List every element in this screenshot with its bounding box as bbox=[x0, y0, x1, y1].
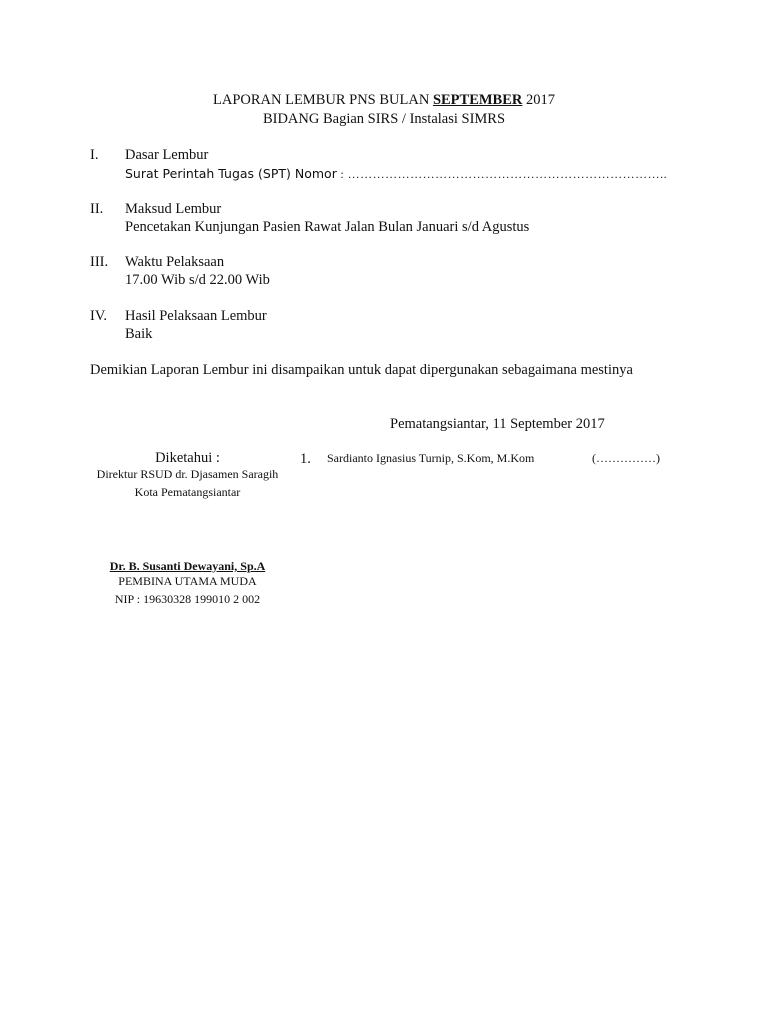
section-detail: Baik bbox=[125, 326, 153, 342]
spt-label: Surat Perintah Tugas (SPT) Nomor bbox=[125, 166, 337, 181]
title-year: 2017 bbox=[522, 92, 555, 108]
section-number: III. bbox=[90, 254, 109, 270]
section-number: II. bbox=[90, 201, 104, 217]
section-number: I. bbox=[90, 147, 99, 163]
section-detail: Pencetakan Kunjungan Pasien Rawat Jalan Bulan Januari s/d Agustus bbox=[125, 219, 530, 235]
approver-position: Direktur RSUD dr. Djasamen Saragih bbox=[96, 467, 279, 481]
section-detail: 17.00 Wib s/d 22.00 Wib bbox=[125, 272, 270, 288]
approver-rank: PEMBINA UTAMA MUDA bbox=[118, 574, 257, 588]
closing-statement: Demikian Laporan Lembur ini disampaikan untuk dapat dipergunakan sebagaimana mestinya bbox=[90, 362, 633, 378]
staff-number: 1. bbox=[300, 451, 311, 467]
section-number: IV. bbox=[90, 308, 108, 324]
title-month: SEPTEMBER bbox=[432, 92, 523, 108]
section-heading: Hasil Pelaksaan Lembur bbox=[125, 308, 267, 324]
section-detail bbox=[125, 165, 667, 183]
approver-nip: NIP : 19630328 199010 2 002 bbox=[114, 592, 261, 606]
report-title bbox=[0, 92, 768, 109]
section-heading: Waktu Pelaksaan bbox=[125, 254, 225, 270]
approver-position-city: Kota Pematangsiantar bbox=[134, 485, 241, 499]
place-date: Pematangsiantar, 11 September 2017 bbox=[390, 416, 605, 432]
section-heading: Dasar Lembur bbox=[125, 147, 209, 163]
approver-name bbox=[80, 557, 295, 575]
approver-name-text: Dr. B. Susanti Dewayani, Sp.A bbox=[109, 559, 266, 573]
report-subtitle: BIDANG Bagian SIRS / Instalasi SIMRS bbox=[262, 111, 506, 127]
staff-name: Sardianto Ignasius Turnip, S.Kom, M.Kom bbox=[327, 451, 535, 465]
approver-label: Diketahui : bbox=[155, 450, 220, 466]
title-text: LAPORAN LEMBUR PNS BULAN bbox=[212, 92, 433, 108]
spt-number-dots: : ………………………………………………………………….. bbox=[336, 167, 668, 181]
section-heading: Maksud Lembur bbox=[125, 201, 222, 217]
staff-signature-blank: (……………) bbox=[592, 451, 660, 465]
